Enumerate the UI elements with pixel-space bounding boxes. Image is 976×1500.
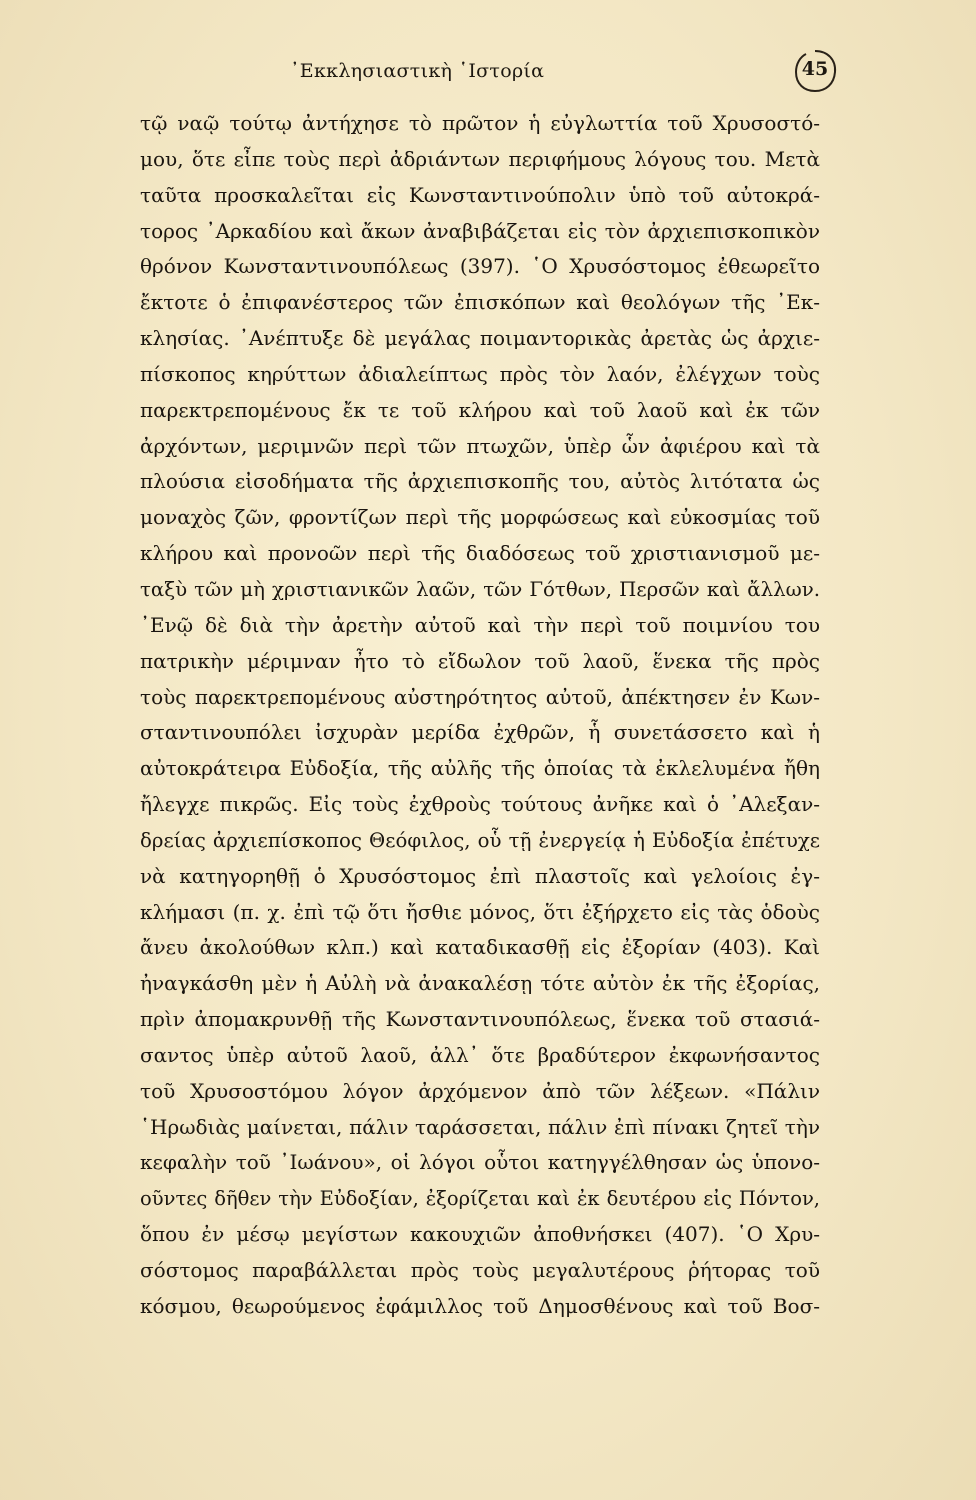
text-line: ὅπου ἐν μέσῳ μεγίστων κακουχιῶν ἀποθνήσκει (407). ῾Ο Χρυ- [140,1222,820,1247]
text-line: τοῦ Χρυσοστόμου λόγον ἀρχόμενον ἀπὸ τῶν λέξεων. «Πάλιν [140,1078,820,1103]
text-line: δρείας ἀρχιεπίσκοπος Θεόφιλος, οὗ τῇ ἐνεργείᾳ ἡ Εὐδοξία ἐπέτυχε [140,828,820,852]
text-line: κεφαλὴν τοῦ ᾿Ιωάνου», οἱ λόγοι οὗτοι κατηγγέλθησαν ὡς ὑπονο- [140,1150,820,1175]
running-title: ᾿Εκκλησιαστικὴ ῾Ιστορία [290,60,545,82]
text-line: μου, ὅτε εἶπε τοὺς περὶ ἀδριάντων περιφήμους λόγους του. Μετὰ [140,146,820,171]
text-line: τορος ᾿Αρκαδίου καὶ ἄκων ἀναβιβάζεται εἰς τὸν ἀρχιεπισκοπικὸν [140,218,820,243]
text-line: ἤλεγχε πικρῶς. Εἰς τοὺς ἐχθροὺς τούτους ἀνῆκε καὶ ὁ ᾿Αλεξαν- [140,792,820,817]
text-line: ταξὺ τῶν μὴ χριστιανικῶν λαῶν, τῶν Γότθων, Περσῶν καὶ ἄλλων. [140,577,820,601]
text-line: θρόνον Κωνσταντινουπόλεως (397). ῾Ο Χρυσόστομος ἐθεωρεῖτο [140,254,820,279]
text-line: ταῦτα προσκαλεῖται εἰς Κωνσταντινούπολιν ὑπὸ τοῦ αὐτοκρά- [140,182,820,207]
text-line: πατρικὴν μέριμναν ἦτο τὸ εἴδωλον τοῦ λαοῦ, ἕνεκα τῆς πρὸς [140,648,820,673]
text-line: πλούσια εἰσοδήματα τῆς ἀρχιεπισκοπῆς του, αὐτὸς λιτότατα ὡς [140,469,820,494]
text-line: τῷ ναῷ τούτῳ ἀντήχησε τὸ πρῶτον ἡ εὐγλωττία τοῦ Χρυσοστό- [140,111,820,135]
text-line: ῾Ηρωδιὰς μαίνεται, πάλιν ταράσσεται, πάλιν ἐπὶ πίνακι ζητεῖ τὴν [140,1114,820,1139]
text-line: κλησίας. ᾿Ανέπτυξε δὲ μεγάλας ποιμαντορικὰς ἀρετὰς ὡς ἀρχιε- [140,326,820,351]
text-line: κόσμου, θεωρούμενος ἐφάμιλλος τοῦ Δημοσθένους καὶ τοῦ Βοσ- [140,1293,820,1318]
text-line: ἄνευ ἀκολούθων κλπ.) καὶ καταδικασθῇ εἰς ἐξορίαν (403). Καὶ [140,935,820,960]
text-line: ἔκτοτε ὁ ἐπιφανέστερος τῶν ἐπισκόπων καὶ θεολόγων τῆς ᾿Εκ- [140,290,820,315]
text-line: κλήρου καὶ προνοῶν περὶ τῆς διαδόσεως τοῦ χριστιανισμοῦ με- [140,541,820,566]
text-line: τοὺς παρεκτρεπομένους αὐστηρότητος αὐτοῦ, ἀπέκτησεν ἐν Κων- [140,684,820,709]
text-line: σόστομος παραβάλλεται πρὸς τοὺς μεγαλυτέρους ῥήτορας τοῦ [140,1258,820,1282]
text-line: σαντος ὑπὲρ αὐτοῦ λαοῦ, ἀλλ᾿ ὅτε βραδύτερον ἐκφωνήσαντος [140,1042,820,1067]
text-line: μοναχὸς ζῶν, φροντίζων περὶ τῆς μορφώσεως καὶ εὐκοσμίας τοῦ [140,505,820,530]
text-line: νὰ κατηγορηθῇ ὁ Χρυσόστομος ἐπὶ πλαστοῖς καὶ γελοίοις ἐγ- [140,863,820,888]
page-number-badge [790,46,840,96]
text-line: ᾿Ενῷ δὲ διὰ τὴν ἀρετὴν αὐτοῦ καὶ τὴν περὶ τοῦ ποιμνίου του [140,612,820,637]
text-line: παρεκτρεπομένους ἔκ τε τοῦ κλήρου καὶ τοῦ λαοῦ καὶ ἐκ τῶν [140,397,820,422]
text-line: ἠναγκάσθη μὲν ἡ Αὐλὴ νὰ ἀνακαλέσῃ τότε αὐτὸν ἐκ τῆς ἐξορίας, [140,971,820,996]
body-text [140,106,820,1325]
text-line: κλήμασι (π. χ. ἐπὶ τῷ ὅτι ἤσθιε μόνος, ὅτι ἐξήρχετο εἰς τὰς ὁδοὺς [140,899,820,924]
text-line: ἀρχόντων, μεριμνῶν περὶ τῶν πτωχῶν, ὑπὲρ ὧν ἀφιέρου καὶ τὰ [140,433,820,458]
text-line: οῦντες δῆθεν τὴν Εὐδοξίαν, ἐξορίζεται καὶ ἐκ δευτέρου εἰς Πόντον, [140,1187,820,1211]
text-line: αὐτοκράτειρα Εὐδοξία, τῆς αὐλῆς τῆς ὁποίας τὰ ἐκλελυμένα ἤθη [140,756,820,781]
text-line: πίσκοπος κηρύττων ἀδιαλείπτως πρὸς τὸν λαόν, ἐλέγχων τοὺς [140,361,820,386]
text-line: σταντινουπόλει ἰσχυρὰν μερίδα ἐχθρῶν, ἧ συνετάσσετο καὶ ἡ [140,720,820,745]
text-line: πρὶν ἀπομακρυνθῇ τῆς Κωνσταντινουπόλεως, ἕνεκα τοῦ στασιά- [140,1007,820,1032]
page-number: 45 [801,58,829,80]
page-header [0,56,976,96]
